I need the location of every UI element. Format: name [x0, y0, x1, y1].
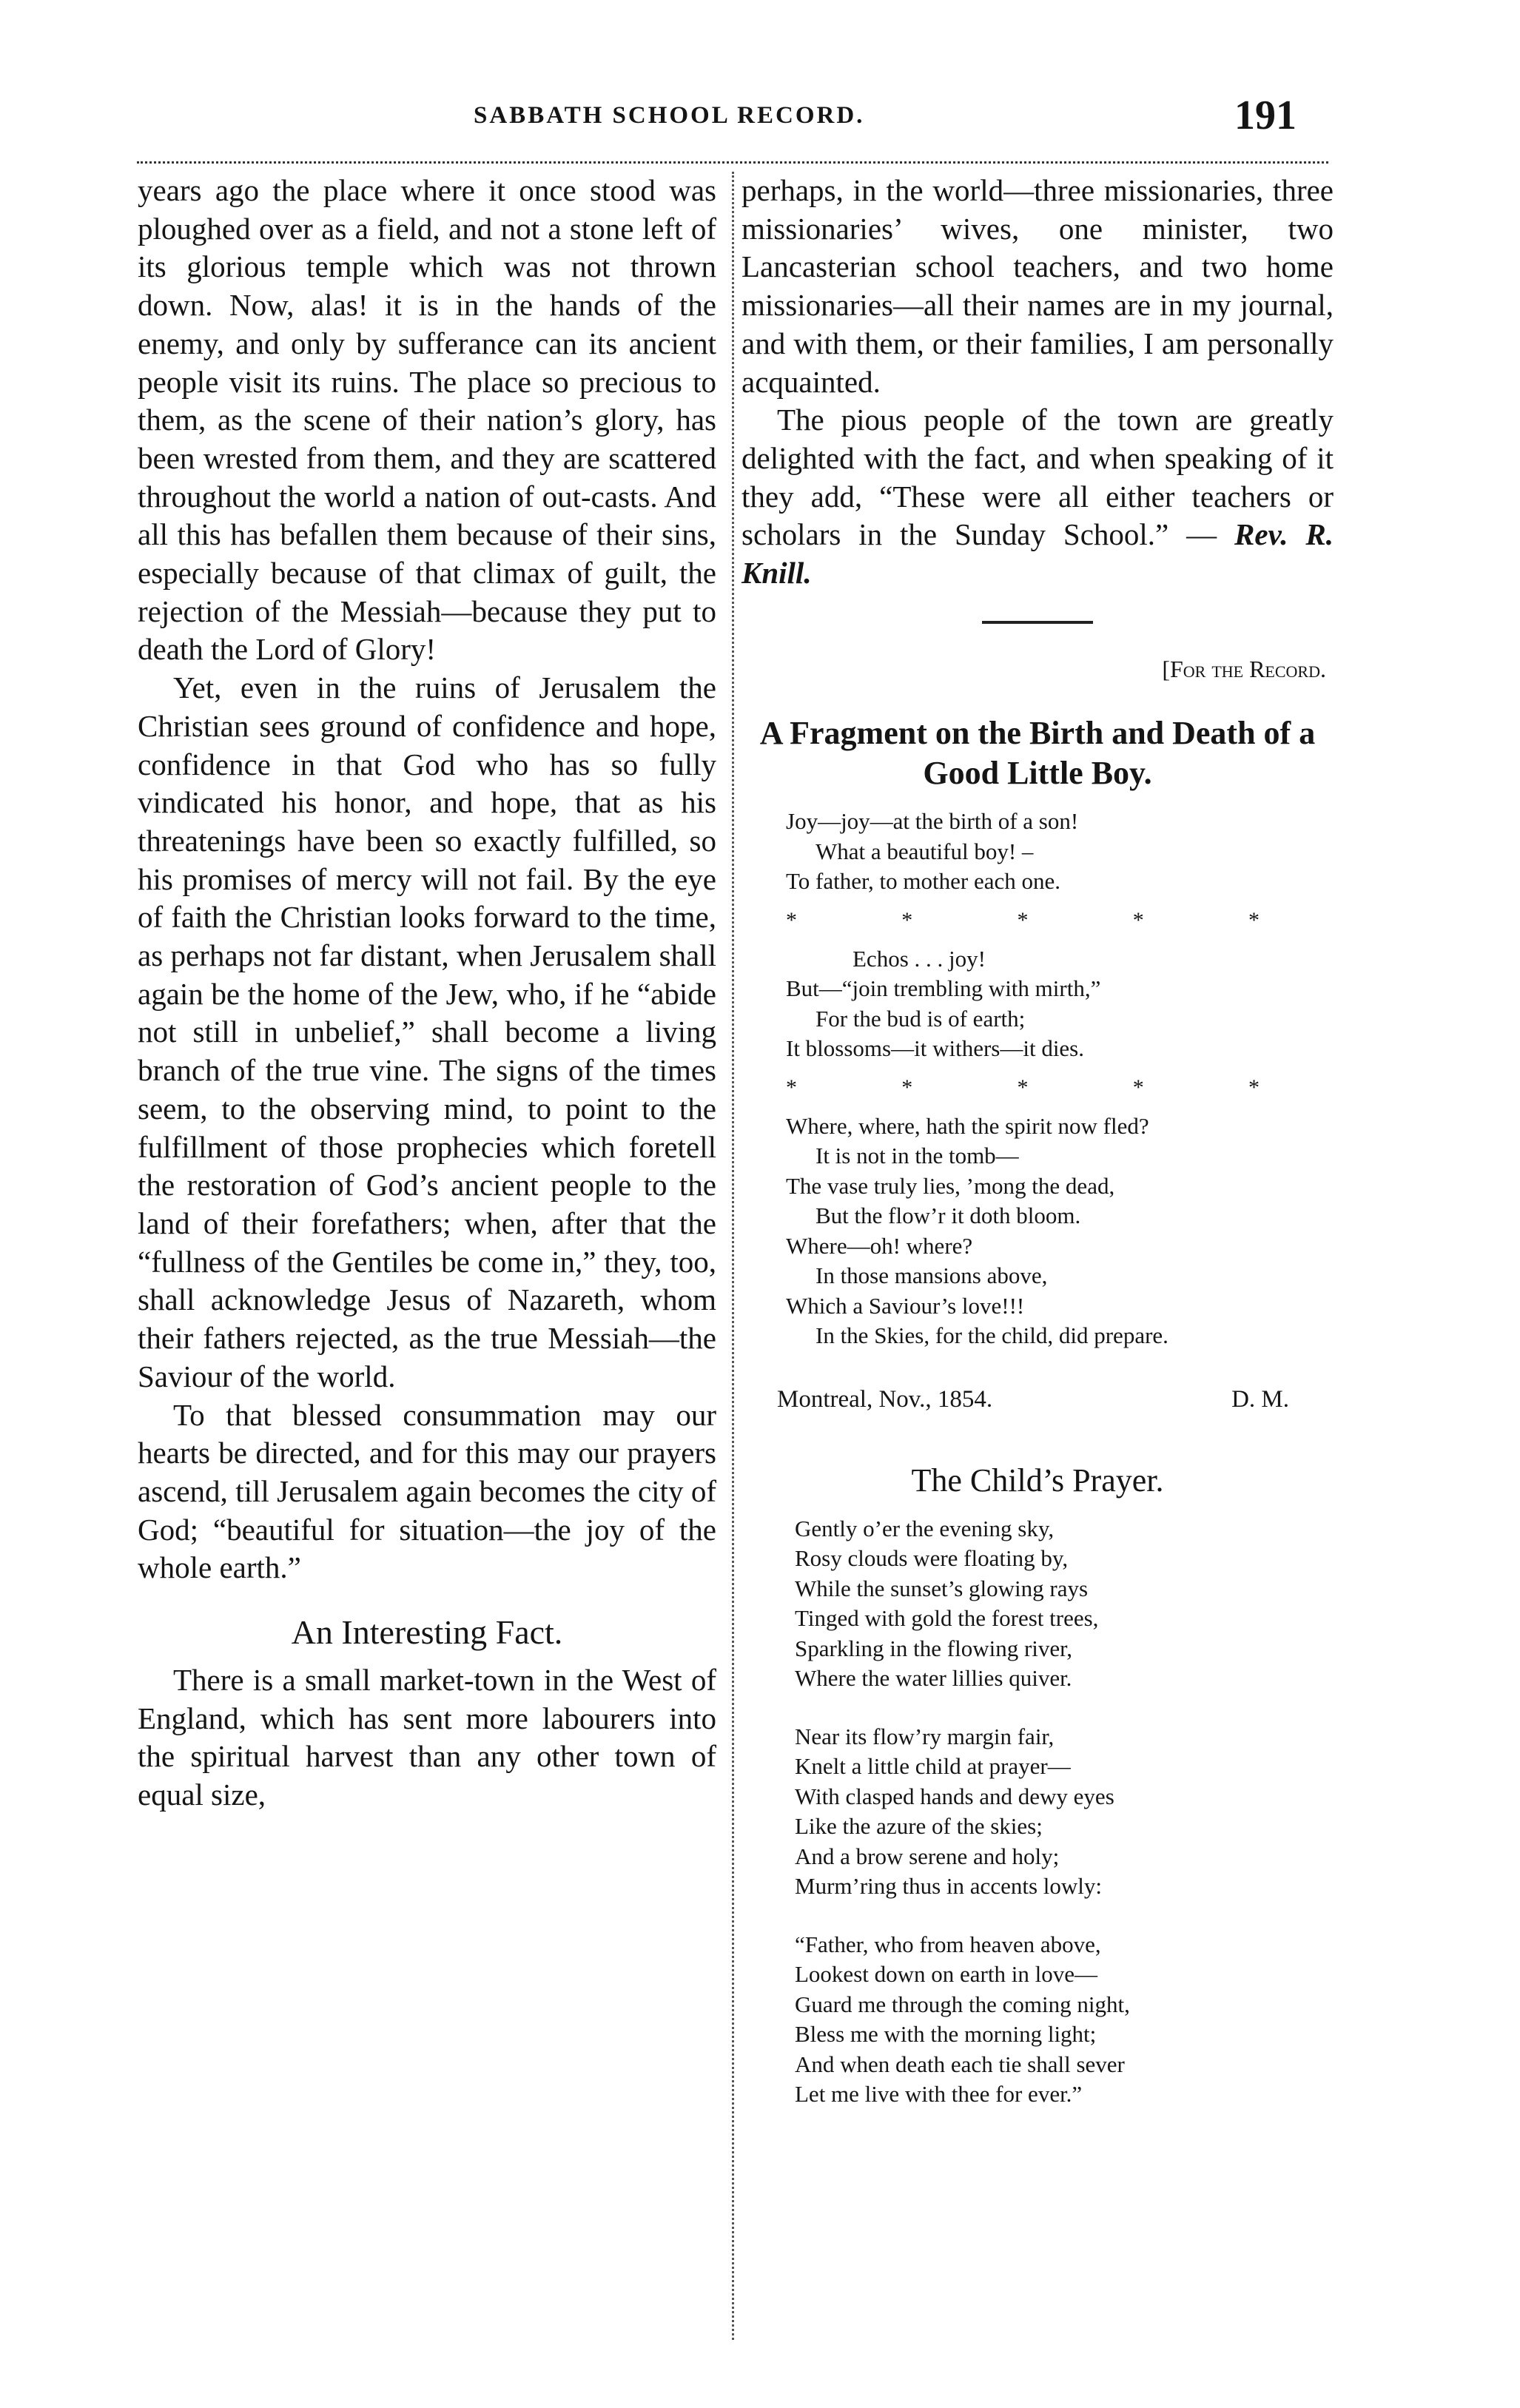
signoff-initials: D. M. [1231, 1385, 1289, 1413]
poem-line: With clasped hands and dewy eyes [795, 1783, 1114, 1809]
attribution-note: [For the Record. [1162, 655, 1326, 682]
asterism-star: * [901, 1074, 913, 1100]
fragment-heading: A Fragment on the Birth and Death of a Good Little Boy. [759, 715, 1316, 792]
right-paragraph-2 [741, 401, 1334, 593]
right-paragraph-1: perhaps, in the world—three missionaries, three missionaries’ wives, one minister, two Lancasterian school teachers, and two home missionaries—all their names are in my journal, and with them, or their families, I am personally acquainted. [741, 173, 1334, 399]
asterism-star: * [1017, 907, 1029, 932]
right-column [741, 172, 1334, 2110]
running-head [0, 89, 1520, 148]
poem-line: Knelt a little child at prayer— [795, 1753, 1071, 1780]
poem-line: Let me live with thee for ever.” [795, 2081, 1083, 2108]
section-rule [982, 621, 1093, 624]
poem-line: Murm’ring thus in accents lowly: [795, 1873, 1102, 1900]
prayer-heading: The Child’s Prayer. [911, 1462, 1164, 1499]
header-ornamental-rule [137, 155, 1328, 164]
fragment-stanza-2 [786, 944, 1334, 1064]
interesting-fact-heading: An Interesting Fact. [291, 1613, 563, 1652]
left-paragraph-3: To that blessed consummation may our hearts be directed, and for this may our prayers ascend, till Jerusalem again becomes the city of God; “beautiful for situation—the joy of the whole earth.” [138, 1397, 716, 1585]
poem-line: Which a Saviour’s love!!! [786, 1292, 1025, 1319]
asterism-divider [786, 1073, 1260, 1103]
poem-line: The vase truly lies, ’mong the dead, [786, 1172, 1115, 1199]
prayer-stanza-3 [795, 1930, 1334, 2110]
poem-line: “Father, who from heaven above, [795, 1931, 1101, 1957]
poem-line: Lookest down on earth in love— [795, 1961, 1097, 1988]
poem-line: Where the water lillies quiver. [795, 1665, 1072, 1692]
poem-line: And a brow serene and holy; [795, 1843, 1060, 1869]
left-paragraph-1: years ago the place where it once stood was ploughed over as a field, and not a stone left of its glorious temple which was not thrown down. Now, alas! it is in the hands of the enemy, and only by sufferance can its ancient people visit its ruins. The place so precious to them, as the scene of their nation’s glory, has been wrested from them, and they are scattered throughout the world a nation of out-casts. And all this has befallen them because of their sins, especially because of that climax of guilt, the rejection of the Messiah—because they put to death the Lord of Glory! [138, 173, 716, 667]
asterism-star: * [1132, 1074, 1144, 1100]
poem-line: Where, where, hath the spirit now fled? [786, 1112, 1149, 1139]
asterism-divider [786, 906, 1260, 935]
poem-line: But the flow’r it doth bloom. [816, 1203, 1081, 1229]
fragment-stanza-3 [786, 1111, 1334, 1351]
poem-line: Guard me through the coming night, [795, 1991, 1130, 2017]
poem-line: Tinged with gold the forest trees, [795, 1605, 1099, 1632]
poem-line: Near its flow’ry margin fair, [795, 1723, 1055, 1749]
poem-line: Sparkling in the flowing river, [795, 1635, 1072, 1661]
asterism-star: * [1132, 907, 1144, 932]
page-number: 191 [1234, 93, 1297, 138]
stanza-gap [741, 1694, 1334, 1709]
poem-line: It blossoms—it withers—it dies. [786, 1035, 1084, 1062]
poem-line: While the sunset’s glowing rays [795, 1575, 1089, 1601]
poem-line: Where—oh! where? [786, 1232, 973, 1259]
poem-line: It is not in the tomb— [816, 1143, 1019, 1169]
running-title: SABBATH SCHOOL RECORD. [474, 102, 865, 129]
poem-line: In the Skies, for the child, did prepare. [816, 1322, 1168, 1349]
left-paragraph-4: There is a small market-town in the West of England, which has sent more labourers into the spiritual harvest than any other town of equal size, [138, 1663, 716, 1812]
asterism-star: * [1248, 1074, 1260, 1100]
stanza-gap [741, 1902, 1334, 1917]
poem-line: And when death each tie shall sever [795, 2051, 1125, 2077]
asterism-star: * [901, 907, 913, 932]
prayer-stanza-2 [795, 1722, 1334, 1902]
asterism-star: * [1248, 907, 1260, 932]
poem-line: Gently o’er the evening sky, [795, 1515, 1055, 1541]
asterism-star: * [1017, 1074, 1029, 1100]
asterism-star: * [786, 907, 797, 932]
signoff [777, 1381, 1289, 1419]
column-divider [732, 172, 734, 2340]
left-column [138, 172, 716, 1815]
asterism-star: * [786, 1074, 797, 1100]
poem-line: What a beautiful boy! – [816, 838, 1034, 864]
poem-line: Joy—joy—at the birth of a son! [786, 808, 1079, 835]
signoff-place-date: Montreal, Nov., 1854. [777, 1385, 993, 1413]
fragment-stanza-1 [786, 807, 1334, 897]
right-paragraph-2-text: The pious people of the town are greatly delighted with the fact, and when speaking of it they add, “These were all either teachers or scholars in the Sunday School.” — [741, 403, 1334, 552]
poem-line: Bless me with the morning light; [795, 2021, 1097, 2048]
poem-line: Echos . . . joy! [853, 945, 986, 972]
poem-line: But—“join trembling with mirth,” [786, 975, 1101, 1002]
poem-line: Like the azure of the skies; [795, 1813, 1043, 1840]
author-signature: Rev. R. Knill. [741, 517, 1334, 591]
poem-line: To father, to mother each one. [786, 868, 1061, 895]
prayer-stanza-1 [795, 1514, 1334, 1694]
left-paragraph-2: Yet, even in the ruins of Jerusalem the Christian sees ground of confidence and hope, confidence in that God who has so fully vindicated his honor, and hope, that as his threatenings have been so exactly fulfilled, so his promises of mercy will not fail. By the eye of faith the Christian looks forward to the time, as perhaps not far distant, when Jerusalem shall again be the home of the Jew, who, if he “abide not still in unbelief,” shall become a living branch of the true vine. The signs of the times seem, to the observing mind, to point to the fulfillment of those prophecies which foretell the restoration of God’s ancient people to the land of their forefathers; when, after that the “fullness of the Gentiles be come in,” they, too, shall acknowledge Jesus of Nazareth, whom their fathers rejected, as the true Messiah—the Saviour of the world. [138, 670, 716, 1393]
poem-line: For the bud is of earth; [816, 1005, 1026, 1032]
poem-line: Rosy clouds were floating by, [795, 1545, 1069, 1572]
poem-line: In those mansions above, [816, 1262, 1048, 1289]
